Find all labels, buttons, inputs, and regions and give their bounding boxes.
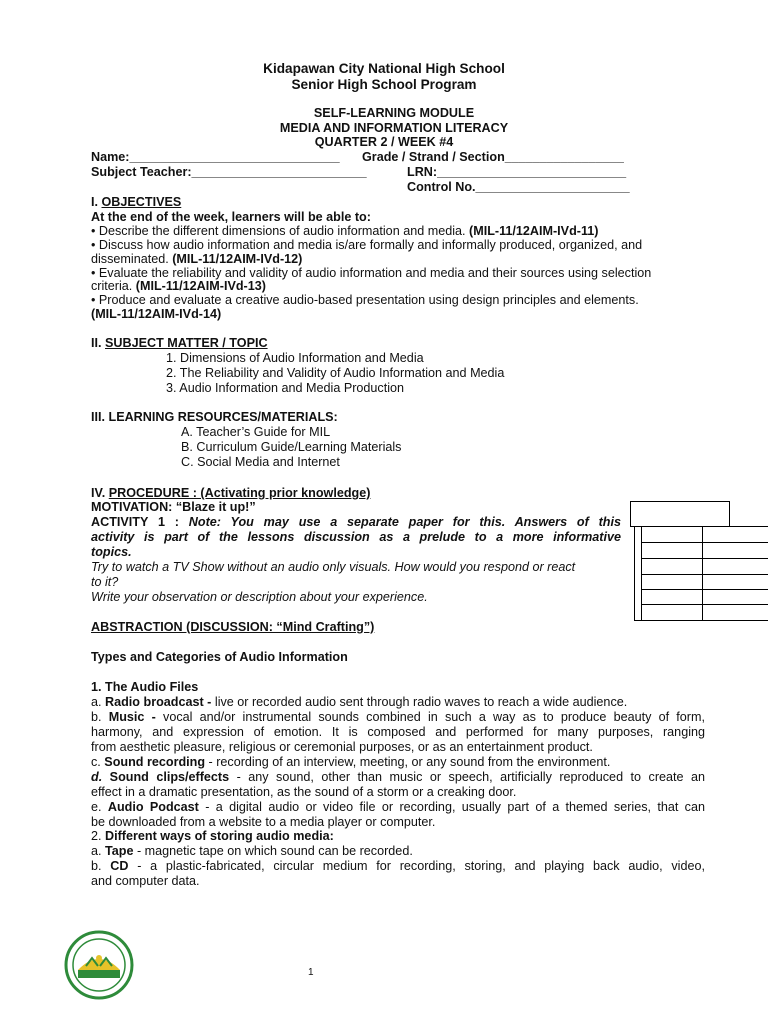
objectives-heading: I. OBJECTIVES — [91, 195, 182, 209]
item-radio-broadcast: a. Radio broadcast - live or recorded audio sent through radio waves to reach a wide audience. — [91, 695, 628, 709]
resource-a: A. Teacher’s Guide for MIL — [181, 425, 331, 439]
try-line-1: Try to watch a TV Show without an audio only visuals. How would you respond or react — [91, 560, 576, 574]
objective-4: • Produce and evaluate a creative audio-based presentation using design principles and elements. — [91, 293, 639, 307]
item-cd: b. CD - a plastic-fabricated, circular medium for recording, storing, and playing back audio, video, — [91, 859, 705, 873]
topic-2: 2. The Reliability and Validity of Audio Information and Media — [166, 366, 505, 380]
lrn-field: LRN:___________________________ — [407, 165, 627, 179]
table-cell — [702, 526, 768, 543]
subject-title: MEDIA AND INFORMATION LITERACY — [279, 121, 509, 135]
resources-heading: III. LEARNING RESOURCES/MATERIALS: — [91, 410, 338, 424]
objective-2: • Discuss how audio information and media is/are formally and informally produced, organized, and — [91, 238, 643, 252]
table-cell — [641, 542, 703, 559]
subject-matter-heading: II. SUBJECT MATTER / TOPIC — [91, 336, 268, 350]
table-cell — [641, 574, 703, 590]
resource-b: B. Curriculum Guide/Learning Materials — [181, 440, 402, 454]
name-field: Name:______________________________ — [91, 150, 340, 164]
item-sound-recording: c. Sound recording - recording of an interview, meeting, or any sound from the environment. — [91, 755, 611, 769]
objective-4-code: (MIL-11/12AIM-IVd-14) — [91, 307, 222, 321]
page-number: 1 — [308, 967, 314, 978]
deped-seal-logo — [64, 930, 134, 1000]
school-name: Kidapawan City National High School — [263, 61, 505, 76]
table-cell — [702, 574, 768, 590]
objective-3: • Evaluate the reliability and validity of audio information and media and their sources using selection — [91, 266, 652, 280]
try-line-2: to it? — [91, 575, 119, 589]
activity-line-2: activity is part of the lessons discussion as a prelude to a more informative — [91, 530, 621, 544]
objectives-intro: At the end of the week, learners will be able to: — [91, 210, 371, 224]
objective-1: • Describe the different dimensions of audio information and media. (MIL-11/12AIM-IVd-11) — [91, 224, 599, 238]
item-music: b. Music - vocal and/or instrumental sounds combined in such a way as to produce beauty of form, — [91, 710, 705, 724]
objective-3-cont: criteria. (MIL-11/12AIM-IVd-13) — [91, 279, 266, 293]
table-cell — [641, 589, 703, 605]
storing-heading: 2. Different ways of storing audio media: — [91, 829, 334, 843]
program-name: Senior High School Program — [291, 77, 477, 92]
module-title: SELF-LEARNING MODULE — [313, 106, 475, 120]
item-sound-clips-cont: effect in a dramatic presentation, as the sound of a storm or a creaking door. — [91, 785, 517, 799]
table-top-cell — [630, 501, 730, 527]
objective-2-cont: disseminated. (MIL-11/12AIM-IVd-12) — [91, 252, 303, 266]
procedure-heading: IV. PROCEDURE : (Activating prior knowledge) — [91, 486, 371, 500]
item-podcast-cont: be downloaded from a website to a media player or computer. — [91, 815, 436, 829]
write-instruction: Write your observation or description about your experience. — [91, 590, 428, 604]
table-cell — [702, 542, 768, 559]
table-cell — [641, 526, 703, 543]
topic-3: 3. Audio Information and Media Production — [166, 381, 405, 395]
item-music-cont-1: harmony, and expression of emotion. It is composed and performed for many purposes, ranging — [91, 725, 705, 739]
motivation: MOTIVATION: “Blaze it up!” — [91, 500, 256, 514]
audio-files-heading: 1. The Audio Files — [91, 680, 199, 694]
teacher-field: Subject Teacher:_________________________ — [91, 165, 367, 179]
resource-c: C. Social Media and Internet — [181, 455, 340, 469]
item-tape: a. Tape - magnetic tape on which sound can be recorded. — [91, 844, 413, 858]
activity-line-3: topics. — [91, 545, 132, 559]
table-cell — [641, 604, 703, 621]
item-cd-cont: and computer data. — [91, 874, 200, 888]
quarter-week: QUARTER 2 / WEEK #4 — [314, 135, 454, 149]
table-cell — [702, 589, 768, 605]
topic-1: 1. Dimensions of Audio Information and Media — [166, 351, 424, 365]
item-music-cont-2: from aesthetic pleasure, religious or ceremonial purposes, or as an entertainment product. — [91, 740, 593, 754]
activity-line-1: ACTIVITY 1 : Note: You may use a separate paper for this. Answers of this — [91, 515, 621, 529]
table-cell — [702, 604, 768, 621]
grade-field: Grade / Strand / Section_________________ — [362, 150, 624, 164]
table-cell — [641, 558, 703, 575]
abstraction-heading: ABSTRACTION (DISCUSSION: “Mind Crafting”) — [91, 620, 375, 634]
control-field: Control No.______________________ — [407, 180, 630, 194]
types-heading: Types and Categories of Audio Information — [91, 650, 348, 664]
item-sound-clips: d. Sound clips/effects - any sound, other than music or speech, artificially reproduced to create an — [91, 770, 706, 784]
table-cell — [702, 558, 768, 575]
item-podcast: e. Audio Podcast - a digital audio or video file or recording, usually part of a themed series, that can — [91, 800, 705, 814]
